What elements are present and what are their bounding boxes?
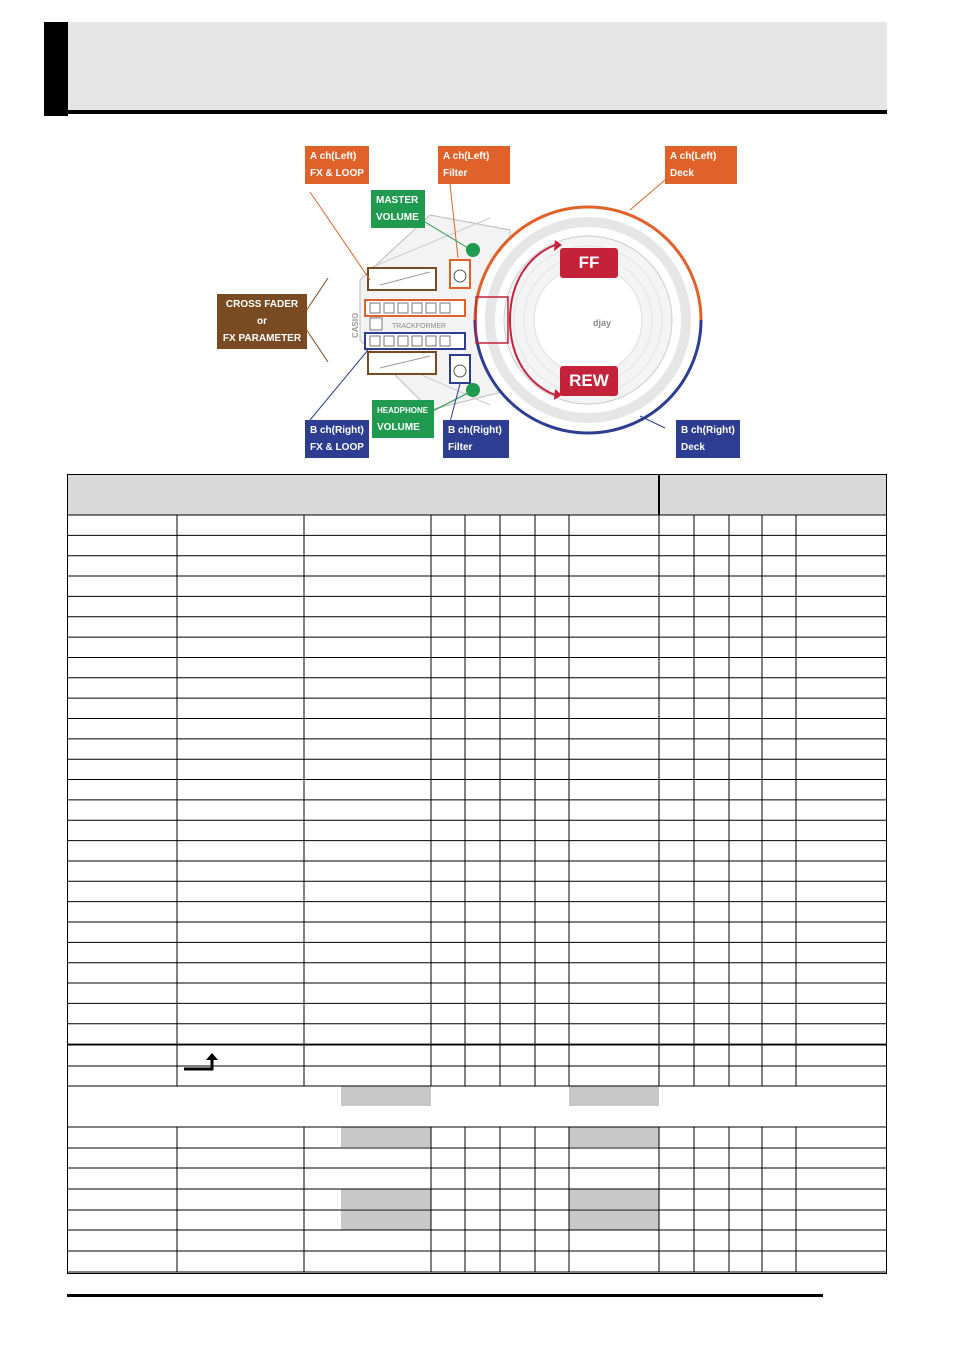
label-a-deck bbox=[665, 146, 737, 184]
label-b-deck bbox=[676, 420, 740, 458]
label-text: CROSS FADER bbox=[225, 299, 299, 310]
svg-text:TRACKFORMER: TRACKFORMER bbox=[392, 323, 447, 330]
label-text: FX & LOOP bbox=[310, 442, 364, 453]
label-text: FX & LOOP bbox=[310, 168, 364, 179]
label-text: Deck bbox=[681, 442, 705, 453]
grid-cell-shade bbox=[341, 1189, 431, 1209]
label-text: Filter bbox=[448, 442, 473, 453]
grid-cell-shade bbox=[569, 1189, 659, 1209]
grid-cell-shade bbox=[341, 1210, 431, 1230]
label-text: Deck bbox=[670, 168, 694, 179]
grid-cell-shade bbox=[569, 1127, 659, 1147]
table-grid bbox=[67, 474, 887, 1274]
label-text: MASTER bbox=[376, 195, 419, 206]
label-b-filter bbox=[443, 420, 509, 458]
label-a-filter bbox=[438, 146, 510, 184]
grid-cell-shade bbox=[341, 1127, 431, 1147]
label-headphone-volume bbox=[372, 400, 434, 438]
svg-text:CASIO: CASIO bbox=[351, 312, 360, 338]
grid-cell-shade bbox=[569, 1210, 659, 1230]
grid-cell-shade bbox=[341, 1086, 431, 1106]
label-text: A ch(Left) bbox=[310, 151, 357, 162]
return-arrow-icon bbox=[182, 1052, 222, 1072]
label-text: B ch(Right) bbox=[310, 425, 364, 436]
mapping-table bbox=[67, 474, 887, 1274]
page-header-bar bbox=[44, 22, 887, 114]
label-text: Filter bbox=[443, 168, 468, 179]
label-b-fx-loop bbox=[305, 420, 369, 458]
rew-label: REW bbox=[560, 366, 618, 396]
label-text: VOLUME bbox=[377, 422, 420, 433]
grid-cell-shade bbox=[569, 1086, 659, 1106]
label-text: A ch(Left) bbox=[443, 151, 490, 162]
label-text: HEADPHONE bbox=[377, 406, 429, 415]
ff-label: FF bbox=[560, 248, 618, 278]
label-master-volume bbox=[371, 190, 425, 228]
page-header-tab bbox=[44, 22, 68, 116]
controller-diagram bbox=[210, 140, 750, 470]
label-text: B ch(Right) bbox=[681, 425, 735, 436]
label-text: A ch(Left) bbox=[670, 151, 717, 162]
grid-cell-shade bbox=[67, 474, 887, 515]
label-a-fx-loop bbox=[305, 146, 369, 184]
footer-rule bbox=[67, 1294, 823, 1297]
label-text: or bbox=[257, 316, 267, 327]
label-cross-fader bbox=[217, 294, 307, 349]
label-text: FX PARAMETER bbox=[222, 333, 302, 344]
label-text: VOLUME bbox=[376, 212, 419, 223]
djay-logo: djay bbox=[593, 318, 612, 328]
label-text: B ch(Right) bbox=[448, 425, 502, 436]
